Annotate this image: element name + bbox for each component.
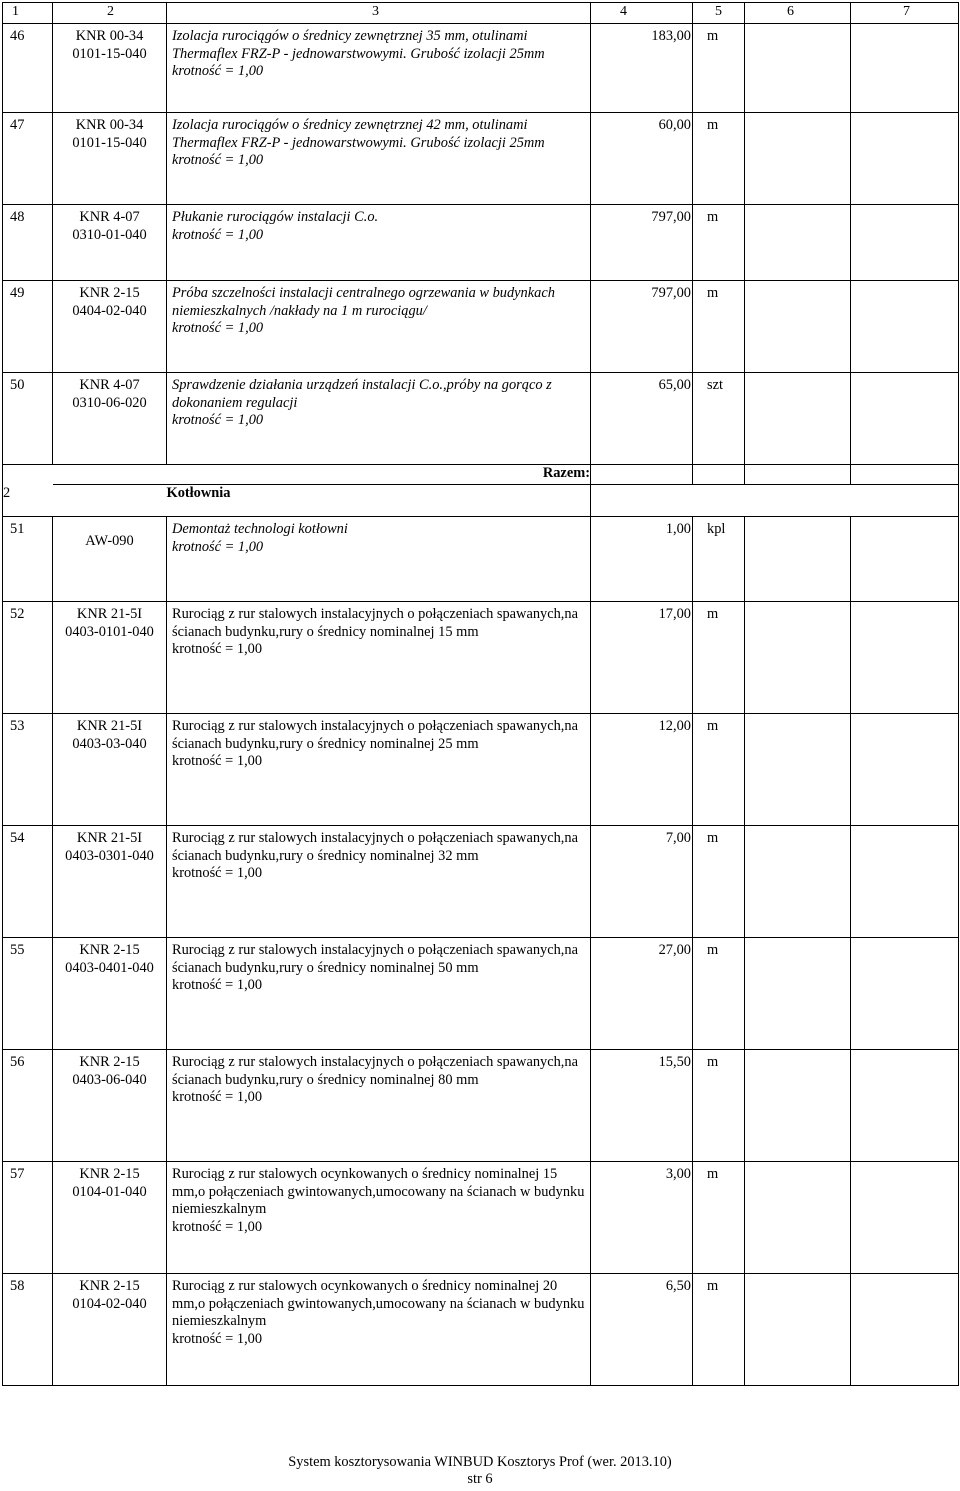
quantity: 1,00	[591, 517, 693, 602]
norm-code-line2: 0310-01-040	[72, 226, 147, 243]
norm-code	[53, 281, 167, 373]
table-row	[3, 714, 959, 826]
empty-cell	[851, 517, 959, 602]
item-description	[167, 517, 591, 602]
table-row	[3, 602, 959, 714]
empty-cell	[745, 1274, 851, 1386]
header-col-7: 7	[851, 3, 959, 24]
norm-code	[53, 113, 167, 205]
empty-cell	[745, 465, 851, 485]
header-col-3: 3	[167, 3, 591, 24]
norm-code-line1: KNR 4-07	[79, 377, 140, 393]
empty-cell	[745, 281, 851, 373]
norm-code	[53, 373, 167, 465]
item-description	[167, 826, 591, 938]
multiplier-text: krotność = 1,00	[172, 152, 264, 169]
multiplier-text: krotność = 1,00	[172, 641, 263, 658]
multiplier-text: krotność = 1,00	[172, 538, 264, 555]
norm-code-line1: KNR 4-07	[79, 209, 140, 225]
empty-cell	[53, 465, 167, 485]
empty-cell	[591, 465, 693, 485]
norm-code	[53, 1274, 167, 1386]
empty-cell	[591, 485, 693, 517]
item-description	[167, 373, 591, 465]
empty-cell	[851, 485, 959, 517]
header-col-4: 4	[591, 3, 693, 24]
empty-cell	[851, 205, 959, 281]
row-number: 57	[3, 1162, 53, 1274]
norm-code-line2: 0403-0101-040	[65, 623, 154, 640]
norm-code-line1: KNR 2-15	[79, 1166, 140, 1182]
norm-code-line1: KNR 21-5I	[76, 718, 143, 734]
unit: kpl	[693, 517, 745, 602]
norm-code-line1: KNR 00-34	[75, 28, 144, 44]
multiplier-text: krotność = 1,00	[172, 226, 264, 243]
norm-code	[53, 24, 167, 113]
table-row	[3, 1162, 959, 1274]
empty-cell	[745, 1050, 851, 1162]
footer-system-name: System kosztorysowania WINBUD Kosztorys Prof (wer. 2013.10)	[288, 1454, 672, 1470]
table-row	[3, 517, 959, 602]
multiplier-text: krotność = 1,00	[172, 977, 263, 994]
subtotal-row	[3, 465, 959, 485]
table-row	[3, 281, 959, 373]
norm-code-line2: 0404-02-040	[72, 302, 147, 319]
description-text: Rurociąg z rur stalowych ocynkowanych o średnicy nominalnej 15 mm,o połączeniach gwintowanych,umocowany na ścianach w budynku niemieszkalnym	[172, 1166, 585, 1218]
norm-code-line2: 0403-06-040	[72, 1071, 147, 1088]
empty-cell	[851, 826, 959, 938]
empty-cell	[745, 485, 851, 517]
subtotal-label: Razem:	[167, 465, 591, 485]
empty-cell	[3, 465, 53, 485]
description-text: Rurociąg z rur stalowych ocynkowanych o średnicy nominalnej 20 mm,o połączeniach gwintowanych,umocowany na ścianach w budynku niemieszkalnym	[172, 1278, 585, 1330]
norm-code	[53, 938, 167, 1050]
description-text: Sprawdzenie działania urządzeń instalacji C.o.,próby na gorąco z dokonaniem regulacji	[172, 377, 552, 411]
quantity: 7,00	[591, 826, 693, 938]
quantity: 27,00	[591, 938, 693, 1050]
norm-code-line2: 0310-06-020	[72, 394, 147, 411]
row-number: 48	[3, 205, 53, 281]
row-number: 52	[3, 602, 53, 714]
item-description	[167, 938, 591, 1050]
unit: m	[693, 602, 745, 714]
quantity: 183,00	[591, 24, 693, 113]
norm-code-line1: KNR 00-34	[75, 117, 144, 133]
empty-cell	[851, 113, 959, 205]
empty-cell	[745, 205, 851, 281]
empty-cell	[745, 714, 851, 826]
norm-code-line2: 0403-03-040	[72, 735, 147, 752]
table-row	[3, 113, 959, 205]
column-number-header	[3, 3, 959, 24]
empty-cell	[851, 1050, 959, 1162]
description-text: Demontaż technologi kotłowni	[172, 521, 348, 537]
empty-cell	[851, 281, 959, 373]
multiplier-text: krotność = 1,00	[172, 753, 263, 770]
multiplier-text: krotność = 1,00	[172, 1219, 263, 1236]
empty-cell	[53, 485, 167, 517]
norm-code-line2: 0403-0401-040	[65, 959, 154, 976]
empty-cell	[851, 714, 959, 826]
empty-cell	[693, 465, 745, 485]
norm-code	[53, 1162, 167, 1274]
quantity: 60,00	[591, 113, 693, 205]
description-text: Rurociąg z rur stalowych instalacyjnych o połączeniach spawanych,na ścianach budynku,rury o średnicy nominalnej 50 mm	[172, 942, 578, 976]
unit: m	[693, 1162, 745, 1274]
description-text: Izolacja rurociągów o średnicy zewnętrznej 35 mm, otulinami Thermaflex FRZ-P - jednowarstwowymi. Grubość izolacji 25mm	[172, 28, 545, 62]
quantity: 12,00	[591, 714, 693, 826]
norm-code	[53, 826, 167, 938]
unit: m	[693, 281, 745, 373]
unit: m	[693, 1050, 745, 1162]
empty-cell	[745, 373, 851, 465]
table-row	[3, 938, 959, 1050]
empty-cell	[745, 517, 851, 602]
description-text: Rurociąg z rur stalowych instalacyjnych o połączeniach spawanych,na ścianach budynku,rury o średnicy nominalnej 15 mm	[172, 606, 578, 640]
header-col-6: 6	[745, 3, 851, 24]
unit: m	[693, 1274, 745, 1386]
empty-cell	[851, 373, 959, 465]
item-description	[167, 281, 591, 373]
norm-code-line1: KNR 2-15	[79, 1054, 140, 1070]
quantity: 15,50	[591, 1050, 693, 1162]
empty-cell	[693, 485, 745, 517]
norm-code-line2: 0403-0301-040	[65, 847, 154, 864]
item-description	[167, 1162, 591, 1274]
norm-code-line2: 0101-15-040	[72, 134, 147, 151]
row-number: 47	[3, 113, 53, 205]
quantity: 17,00	[591, 602, 693, 714]
header-col-1: 1	[3, 3, 53, 24]
description-text: Rurociąg z rur stalowych instalacyjnych o połączeniach spawanych,na ścianach budynku,rury o średnicy nominalnej 25 mm	[172, 718, 578, 752]
table-row	[3, 826, 959, 938]
item-description	[167, 205, 591, 281]
section-header-row	[3, 485, 959, 517]
empty-cell	[851, 1274, 959, 1386]
quantity: 65,00	[591, 373, 693, 465]
row-number: 51	[3, 517, 53, 602]
row-number: 58	[3, 1274, 53, 1386]
item-description	[167, 1050, 591, 1162]
norm-code	[53, 205, 167, 281]
unit: szt	[693, 373, 745, 465]
norm-code-line1: KNR 2-15	[79, 1278, 140, 1294]
description-text: Próba szczelności instalacji centralnego ogrzewania w budynkach niemieszkalnych /nakłady na 1 m rurociągu/	[172, 285, 555, 319]
description-text: Płukanie rurociągów instalacji C.o.	[172, 209, 379, 225]
empty-cell	[745, 1162, 851, 1274]
unit: m	[693, 714, 745, 826]
norm-code-line2: 0104-01-040	[72, 1183, 147, 1200]
unit: m	[693, 938, 745, 1050]
description-text: Rurociąg z rur stalowych instalacyjnych o połączeniach spawanych,na ścianach budynku,rury o średnicy nominalnej 32 mm	[172, 830, 578, 864]
table-row	[3, 24, 959, 113]
empty-cell	[851, 24, 959, 113]
norm-code	[53, 602, 167, 714]
norm-code-line1: KNR 21-5I	[76, 606, 143, 622]
empty-cell	[851, 465, 959, 485]
quantity: 6,50	[591, 1274, 693, 1386]
footer-page-number: str 6	[467, 1471, 493, 1487]
empty-cell	[851, 938, 959, 1050]
cost-estimate-table	[2, 2, 959, 1386]
multiplier-text: krotność = 1,00	[172, 412, 264, 429]
section-number: 2	[3, 485, 53, 517]
row-number: 54	[3, 826, 53, 938]
item-description	[167, 602, 591, 714]
norm-code-line1: KNR 2-15	[79, 285, 140, 301]
multiplier-text: krotność = 1,00	[172, 1331, 263, 1348]
norm-code-line1: KNR 21-5I	[76, 830, 143, 846]
multiplier-text: krotność = 1,00	[172, 63, 264, 80]
empty-cell	[745, 938, 851, 1050]
item-description	[167, 714, 591, 826]
quantity: 797,00	[591, 205, 693, 281]
row-number: 50	[3, 373, 53, 465]
empty-cell	[745, 24, 851, 113]
table-row	[3, 373, 959, 465]
quantity: 3,00	[591, 1162, 693, 1274]
item-description	[167, 24, 591, 113]
multiplier-text: krotność = 1,00	[172, 865, 263, 882]
item-description	[167, 1274, 591, 1386]
norm-code: AW-090	[53, 517, 167, 602]
description-text: Rurociąg z rur stalowych instalacyjnych o połączeniach spawanych,na ścianach budynku,rury o średnicy nominalnej 80 mm	[172, 1054, 578, 1088]
table-row	[3, 1274, 959, 1386]
multiplier-text: krotność = 1,00	[172, 1089, 263, 1106]
empty-cell	[745, 602, 851, 714]
norm-code-line2: 0104-02-040	[72, 1295, 147, 1312]
unit: m	[693, 24, 745, 113]
header-col-5: 5	[693, 3, 745, 24]
norm-code-line1: KNR 2-15	[79, 942, 140, 958]
multiplier-text: krotność = 1,00	[172, 320, 264, 337]
description-text: Izolacja rurociągów o średnicy zewnętrznej 42 mm, otulinami Thermaflex FRZ-P - jednowarstwowymi. Grubość izolacji 25mm	[172, 117, 545, 151]
unit: m	[693, 205, 745, 281]
section-title: Kotłownia	[167, 485, 591, 517]
row-number: 53	[3, 714, 53, 826]
empty-cell	[745, 826, 851, 938]
row-number: 46	[3, 24, 53, 113]
empty-cell	[851, 1162, 959, 1274]
quantity: 797,00	[591, 281, 693, 373]
empty-cell	[851, 602, 959, 714]
unit: m	[693, 826, 745, 938]
header-col-2: 2	[53, 3, 167, 24]
row-number: 56	[3, 1050, 53, 1162]
norm-code-line2: 0101-15-040	[72, 45, 147, 62]
row-number: 55	[3, 938, 53, 1050]
empty-cell	[745, 113, 851, 205]
unit: m	[693, 113, 745, 205]
table-row	[3, 1050, 959, 1162]
row-number: 49	[3, 281, 53, 373]
item-description	[167, 113, 591, 205]
norm-code	[53, 1050, 167, 1162]
table-row	[3, 205, 959, 281]
norm-code	[53, 714, 167, 826]
